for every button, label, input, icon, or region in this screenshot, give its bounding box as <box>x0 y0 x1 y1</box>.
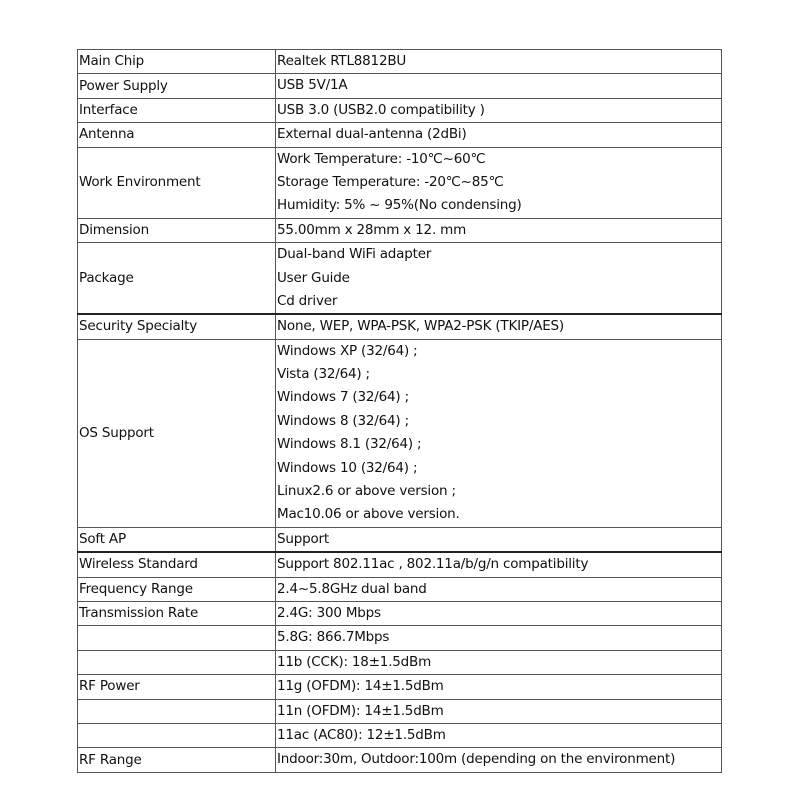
table-row <box>78 314 722 339</box>
spec-value <box>276 675 722 699</box>
spec-label: Transmission Rate <box>78 601 276 625</box>
spec-value <box>276 243 722 315</box>
spec-value <box>276 723 722 747</box>
spec-value-line: Vista (32/64) ; <box>277 366 370 383</box>
spec-label <box>78 650 276 674</box>
spec-label: Soft AP <box>78 527 276 552</box>
spec-value-line: 11g (OFDM): 14±1.5dBm <box>277 678 444 695</box>
spec-value <box>276 218 722 242</box>
spec-value-line: External dual-antenna (2dBi) <box>277 126 467 143</box>
spec-value <box>276 50 722 74</box>
table-row <box>78 577 722 601</box>
spec-value-line: Humidity: 5% ~ 95%(No condensing) <box>277 197 522 214</box>
spec-label: Antenna <box>78 123 276 147</box>
table-row <box>78 218 722 242</box>
spec-value-line: USB 3.0 (USB2.0 compatibility ) <box>277 101 485 118</box>
spec-label: Power Supply <box>78 74 276 98</box>
table-row <box>78 748 722 772</box>
spec-value <box>276 147 722 218</box>
spec-label <box>78 626 276 650</box>
spec-value-line: Support 802.11ac , 802.11a/b/g/n compatibility <box>277 556 589 573</box>
spec-value <box>276 74 722 98</box>
spec-value-line: Dual-band WiFi adapter <box>277 246 432 263</box>
spec-value-line: 11ac (AC80): 12±1.5dBm <box>277 726 446 743</box>
table-row <box>78 339 722 527</box>
spec-label: Interface <box>78 98 276 122</box>
spec-label: RF Range <box>78 748 276 772</box>
spec-value <box>276 98 722 122</box>
table-row <box>78 98 722 122</box>
spec-value-line: Storage Temperature: -20℃~85℃ <box>277 173 504 190</box>
spec-value-line: Indoor:30m, Outdoor:100m (depending on the environment) <box>277 751 676 768</box>
spec-value-line: User Guide <box>277 269 350 286</box>
table-row <box>78 552 722 577</box>
spec-label: Package <box>78 243 276 315</box>
spec-value-line: 55.00mm x 28mm x 12. mm <box>277 221 467 238</box>
spec-value <box>276 339 722 527</box>
spec-value <box>276 626 722 650</box>
spec-value-line: 11n (OFDM): 14±1.5dBm <box>277 702 444 719</box>
spec-value <box>276 123 722 147</box>
spec-value-line: Windows 8 (32/64) ; <box>277 412 409 429</box>
spec-value-line: Mac10.06 or above version. <box>277 506 460 523</box>
spec-value-line: Support <box>277 530 329 547</box>
spec-value <box>276 577 722 601</box>
table-row <box>78 147 722 218</box>
spec-label: Security Specialty <box>78 314 276 339</box>
table-row <box>78 601 722 625</box>
spec-label: RF Power <box>78 675 276 699</box>
spec-label: Work Environment <box>78 147 276 218</box>
spec-value-line: None, WEP, WPA-PSK, WPA2-PSK (TKIP/AES) <box>277 318 564 335</box>
spec-label <box>78 723 276 747</box>
spec-value-line: Windows XP (32/64) ; <box>277 342 418 359</box>
table-row <box>78 74 722 98</box>
spec-value-line: Windows 8.1 (32/64) ; <box>277 436 422 453</box>
spec-value-line: 11b (CCK): 18±1.5dBm <box>277 653 432 670</box>
table-row <box>78 123 722 147</box>
spec-value <box>276 601 722 625</box>
spec-value-line: 5.8G: 866.7Mbps <box>277 629 390 646</box>
table-row <box>78 675 722 699</box>
spec-value-line: Work Temperature: -10℃~60℃ <box>277 150 486 167</box>
spec-label: OS Support <box>78 339 276 527</box>
spec-label: Wireless Standard <box>78 552 276 577</box>
spec-label: Dimension <box>78 218 276 242</box>
table-row <box>78 626 722 650</box>
table-row <box>78 243 722 315</box>
spec-value <box>276 527 722 552</box>
table-row <box>78 50 722 74</box>
spec-value <box>276 314 722 339</box>
spec-label: Frequency Range <box>78 577 276 601</box>
spec-value-line: Windows 7 (32/64) ; <box>277 389 409 406</box>
table-row <box>78 723 722 747</box>
table-row <box>78 527 722 552</box>
spec-value <box>276 748 722 772</box>
table-row <box>78 650 722 674</box>
spec-value-line: USB 5V/1A <box>277 77 348 94</box>
spec-value-line: Windows 10 (32/64) ; <box>277 459 418 476</box>
spec-value <box>276 552 722 577</box>
spec-label <box>78 699 276 723</box>
spec-value-line: 2.4~5.8GHz dual band <box>277 580 427 597</box>
spec-label: Main Chip <box>78 50 276 74</box>
spec-value <box>276 699 722 723</box>
spec-value-line: Cd driver <box>277 292 338 309</box>
spec-value <box>276 650 722 674</box>
spec-table <box>77 49 722 773</box>
spec-value-line: Linux2.6 or above version ; <box>277 483 456 500</box>
spec-value-line: 2.4G: 300 Mbps <box>277 604 381 621</box>
spec-value-line: Realtek RTL8812BU <box>277 53 407 69</box>
table-row <box>78 699 722 723</box>
